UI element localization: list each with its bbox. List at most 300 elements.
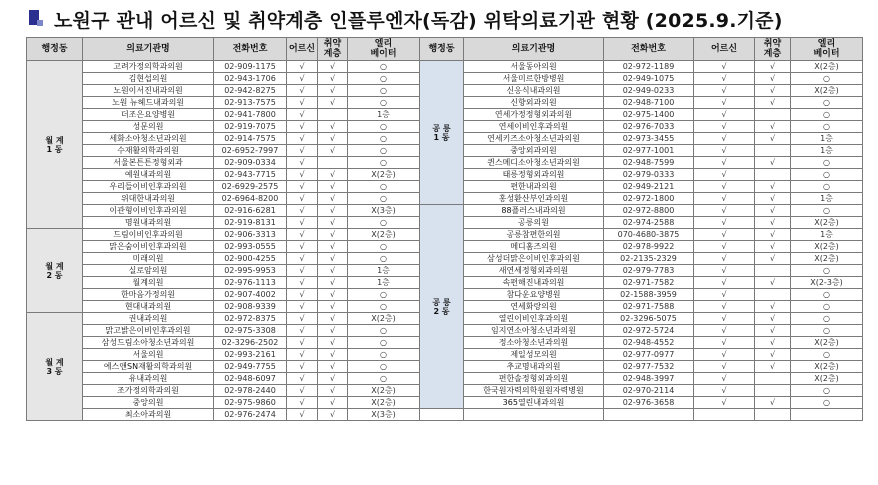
right-cell-senior: √ — [694, 61, 755, 73]
left-cell-phone: 02-916-6281 — [214, 205, 287, 217]
left-cell-vulnerable: √ — [318, 145, 348, 157]
left-cell-name: 월계의원 — [83, 277, 214, 289]
left-cell-elevator: ○ — [348, 73, 420, 85]
left-cell-name: 미래의원 — [83, 253, 214, 265]
right-cell-vulnerable: √ — [755, 181, 791, 193]
header-phone: 전화번호 — [214, 38, 287, 61]
right-cell-vulnerable: √ — [755, 121, 791, 133]
left-cell-phone: 02-6929-2575 — [214, 181, 287, 193]
left-cell-name: 서울의원 — [83, 349, 214, 361]
right-cell-phone: 02-949-0233 — [604, 85, 694, 97]
left-cell-elevator: X(3층) — [348, 409, 420, 421]
right-cell-vulnerable — [755, 373, 791, 385]
left-cell-elevator: X(2층) — [348, 229, 420, 241]
left-cell-senior: √ — [287, 361, 318, 373]
header-district: 행정동 — [27, 38, 83, 61]
right-cell-name: 공릉참편한의원 — [464, 229, 604, 241]
clinic-table — [26, 37, 863, 421]
left-cell-senior: √ — [287, 253, 318, 265]
table-body — [27, 61, 863, 421]
left-cell-phone: 02-976-2474 — [214, 409, 287, 421]
right-cell-phone: 02-971-7588 — [604, 301, 694, 313]
left-cell-vulnerable: √ — [318, 229, 348, 241]
right-cell-vulnerable — [755, 169, 791, 181]
left-district-cell: 월 계 1 동 — [27, 61, 83, 229]
right-cell-elevator: ○ — [791, 205, 863, 217]
left-cell-name: 세화소아청소년과의원 — [83, 133, 214, 145]
left-cell-elevator: ○ — [348, 193, 420, 205]
right-cell-elevator: ○ — [791, 385, 863, 397]
left-cell-phone: 02-919-7075 — [214, 121, 287, 133]
right-cell-phone: 02-979-7783 — [604, 265, 694, 277]
right-district-cell: 공 릉 2 동 — [420, 205, 464, 409]
left-cell-vulnerable: √ — [318, 409, 348, 421]
left-cell-elevator: ○ — [348, 61, 420, 73]
right-cell-name: 서울동아의원 — [464, 61, 604, 73]
left-cell-senior: √ — [287, 397, 318, 409]
right-cell-name: 연세이비인후과의원 — [464, 121, 604, 133]
left-cell-elevator: ○ — [348, 349, 420, 361]
right-cell-name: 88플러스내과의원 — [464, 205, 604, 217]
right-cell-senior: √ — [694, 169, 755, 181]
right-cell-phone: 02-973-3455 — [604, 133, 694, 145]
right-cell-phone: 02-974-2588 — [604, 217, 694, 229]
left-cell-name: 노원 뉴헤드내과의원 — [83, 97, 214, 109]
right-cell-vulnerable: √ — [755, 337, 791, 349]
right-cell-vulnerable: √ — [755, 205, 791, 217]
left-cell-senior: √ — [287, 109, 318, 121]
table-row — [27, 409, 863, 421]
right-cell-elevator: X(2층) — [791, 85, 863, 97]
left-cell-vulnerable: √ — [318, 349, 348, 361]
right-cell-elevator: ○ — [791, 73, 863, 85]
left-cell-senior: √ — [287, 385, 318, 397]
left-cell-elevator: ○ — [348, 361, 420, 373]
right-cell-elevator: X(2층) — [791, 61, 863, 73]
left-cell-phone: 02-941-7800 — [214, 109, 287, 121]
right-cell-vulnerable: √ — [755, 241, 791, 253]
header-phone-right: 전화번호 — [604, 38, 694, 61]
left-cell-elevator: ○ — [348, 85, 420, 97]
left-cell-phone: 02-909-1175 — [214, 61, 287, 73]
right-cell-phone: 02-979-0333 — [604, 169, 694, 181]
right-cell-name: 연세키즈소아청소년과의원 — [464, 133, 604, 145]
left-cell-name: 맑고밝은이비인후과의원 — [83, 325, 214, 337]
left-cell-name: 명원내과의원 — [83, 217, 214, 229]
left-cell-elevator: ○ — [348, 181, 420, 193]
left-cell-name: 조가정의학과의원 — [83, 385, 214, 397]
left-cell-phone: 02-907-4002 — [214, 289, 287, 301]
left-cell-elevator: ○ — [348, 133, 420, 145]
right-cell-vulnerable: √ — [755, 217, 791, 229]
right-cell-elevator: 1층 — [791, 145, 863, 157]
right-cell-phone: 02-948-7599 — [604, 157, 694, 169]
right-cell-phone: 02-948-3997 — [604, 373, 694, 385]
right-cell-senior: √ — [694, 277, 755, 289]
right-cell-vulnerable: √ — [755, 61, 791, 73]
left-cell-vulnerable: √ — [318, 385, 348, 397]
right-cell-elevator: X(2층) — [791, 361, 863, 373]
left-cell-vulnerable: √ — [318, 61, 348, 73]
left-cell-vulnerable: √ — [318, 205, 348, 217]
right-cell-vulnerable — [755, 265, 791, 277]
left-cell-elevator: X(2층) — [348, 385, 420, 397]
right-cell-name: 열린이비인후과의원 — [464, 313, 604, 325]
right-cell-name: 정소아청소년과의원 — [464, 337, 604, 349]
right-cell-vulnerable: √ — [755, 133, 791, 145]
right-cell-name: 임지연소아청소년과의원 — [464, 325, 604, 337]
left-cell-vulnerable: √ — [318, 361, 348, 373]
left-cell-name: 에스앤SN재활의학과의원 — [83, 361, 214, 373]
left-cell-senior: √ — [287, 217, 318, 229]
title-bullet-accent-icon — [37, 20, 43, 26]
left-cell-senior: √ — [287, 313, 318, 325]
left-cell-vulnerable: √ — [318, 253, 348, 265]
left-cell-senior: √ — [287, 409, 318, 421]
left-cell-vulnerable — [318, 157, 348, 169]
left-cell-senior: √ — [287, 349, 318, 361]
left-cell-senior: √ — [287, 301, 318, 313]
right-cell-vulnerable: √ — [755, 253, 791, 265]
header-district-right: 행정동 — [420, 38, 464, 61]
right-cell-phone: 02-949-2121 — [604, 181, 694, 193]
left-cell-elevator: 1층 — [348, 265, 420, 277]
left-cell-phone: 02-975-3308 — [214, 325, 287, 337]
left-cell-name: 서울본튼튼정형외과 — [83, 157, 214, 169]
right-cell-elevator: ○ — [791, 349, 863, 361]
right-cell-phone: 070-4680-3875 — [604, 229, 694, 241]
left-cell-senior: √ — [287, 289, 318, 301]
left-cell-name: 수재활의학과의원 — [83, 145, 214, 157]
page-title: 노원구 관내 어르신 및 취약계층 인플루엔자(독감) 위탁의료기관 현황 (2025.9.기준) — [54, 10, 783, 32]
right-cell-senior: √ — [694, 289, 755, 301]
left-cell-name: 맑은숨이비인후과의원 — [83, 241, 214, 253]
right-cell-vulnerable: √ — [755, 97, 791, 109]
left-cell-phone: 02-914-7575 — [214, 133, 287, 145]
right-cell-phone: 02-970-2114 — [604, 385, 694, 397]
left-cell-vulnerable — [318, 109, 348, 121]
right-empty-cell — [791, 409, 863, 421]
left-cell-phone: 02-978-2440 — [214, 385, 287, 397]
right-cell-name: 한국원자력의학원원자력병원 — [464, 385, 604, 397]
right-cell-phone: 02-948-7100 — [604, 97, 694, 109]
left-cell-name: 김현섭의원 — [83, 73, 214, 85]
right-cell-name: 태릉정형외과의원 — [464, 169, 604, 181]
right-cell-elevator: X(2-3층) — [791, 277, 863, 289]
left-cell-name: 위대한내과의원 — [83, 193, 214, 205]
left-cell-senior: √ — [287, 181, 318, 193]
left-district-cell: 월 계 2 동 — [27, 229, 83, 313]
right-cell-elevator: ○ — [791, 97, 863, 109]
left-cell-phone: 02-993-0555 — [214, 241, 287, 253]
left-district-cell: 월 계 3 동 — [27, 313, 83, 421]
right-cell-elevator: X(2층) — [791, 337, 863, 349]
left-cell-vulnerable: √ — [318, 397, 348, 409]
right-cell-elevator: X(2층) — [791, 373, 863, 385]
right-empty-cell — [604, 409, 694, 421]
right-cell-senior: √ — [694, 145, 755, 157]
left-cell-elevator: X(2층) — [348, 397, 420, 409]
header-clinic-name-right: 의료기관명 — [464, 38, 604, 61]
right-cell-elevator: ○ — [791, 301, 863, 313]
right-cell-vulnerable: √ — [755, 397, 791, 409]
left-cell-elevator: ○ — [348, 253, 420, 265]
right-cell-senior: √ — [694, 193, 755, 205]
left-cell-elevator: ○ — [348, 121, 420, 133]
right-cell-elevator: ○ — [791, 157, 863, 169]
right-cell-vulnerable: √ — [755, 313, 791, 325]
right-cell-name: 편한내과의원 — [464, 181, 604, 193]
left-cell-phone: 02-972-8375 — [214, 313, 287, 325]
right-cell-phone: 02-2135-2329 — [604, 253, 694, 265]
header-row — [27, 38, 863, 61]
left-cell-vulnerable: √ — [318, 241, 348, 253]
right-cell-vulnerable — [755, 385, 791, 397]
right-cell-vulnerable: √ — [755, 229, 791, 241]
right-cell-vulnerable: √ — [755, 85, 791, 97]
left-cell-name: 이관형이비인후과의원 — [83, 205, 214, 217]
right-cell-phone: 02-972-1189 — [604, 61, 694, 73]
right-cell-senior: √ — [694, 73, 755, 85]
right-cell-senior: √ — [694, 313, 755, 325]
header-clinic-name: 의료기관명 — [83, 38, 214, 61]
right-cell-senior: √ — [694, 397, 755, 409]
right-cell-phone: 02-1588-3959 — [604, 289, 694, 301]
left-cell-vulnerable: √ — [318, 289, 348, 301]
right-cell-elevator: X(2층) — [791, 253, 863, 265]
right-empty-cell — [694, 409, 755, 421]
left-cell-name: 한마음가정의원 — [83, 289, 214, 301]
left-cell-phone: 02-948-6097 — [214, 373, 287, 385]
left-cell-phone: 02-908-9339 — [214, 301, 287, 313]
left-cell-elevator: ○ — [348, 157, 420, 169]
left-cell-elevator: ○ — [348, 217, 420, 229]
right-cell-name: 서울미르한방병원 — [464, 73, 604, 85]
right-cell-vulnerable: √ — [755, 325, 791, 337]
left-cell-name: 드림이비인후과의원 — [83, 229, 214, 241]
right-cell-phone: 02-948-4552 — [604, 337, 694, 349]
right-cell-phone: 02-972-1800 — [604, 193, 694, 205]
left-cell-vulnerable: √ — [318, 169, 348, 181]
right-cell-vulnerable: √ — [755, 301, 791, 313]
right-cell-phone: 02-975-1400 — [604, 109, 694, 121]
right-cell-senior: √ — [694, 181, 755, 193]
right-cell-senior: √ — [694, 325, 755, 337]
right-cell-senior: √ — [694, 133, 755, 145]
left-cell-name: 최소아과의원 — [83, 409, 214, 421]
right-cell-name: 삼성더맑은이비인후과의원 — [464, 253, 604, 265]
right-cell-senior: √ — [694, 301, 755, 313]
header-vulnerable-right: 취약 계층 — [755, 38, 791, 61]
left-cell-name: 우리들이비인후과의원 — [83, 181, 214, 193]
left-cell-name: 유내과의원 — [83, 373, 214, 385]
right-cell-senior: √ — [694, 385, 755, 397]
right-cell-name: 참다운요양병원 — [464, 289, 604, 301]
left-cell-senior: √ — [287, 265, 318, 277]
right-cell-elevator: ○ — [791, 313, 863, 325]
left-cell-elevator: ○ — [348, 337, 420, 349]
right-cell-elevator: ○ — [791, 289, 863, 301]
right-cell-phone: 02-978-9922 — [604, 241, 694, 253]
left-cell-elevator: X(3층) — [348, 205, 420, 217]
right-cell-name: 퀸스메디소아청소년과의원 — [464, 157, 604, 169]
right-cell-phone: 02-972-5724 — [604, 325, 694, 337]
left-cell-elevator: ○ — [348, 289, 420, 301]
left-cell-phone: 02-975-9860 — [214, 397, 287, 409]
right-cell-phone: 02-977-0977 — [604, 349, 694, 361]
left-cell-vulnerable: √ — [318, 301, 348, 313]
right-cell-vulnerable: √ — [755, 157, 791, 169]
right-cell-elevator: ○ — [791, 121, 863, 133]
left-cell-vulnerable: √ — [318, 373, 348, 385]
title-row — [0, 0, 878, 34]
left-cell-senior: √ — [287, 277, 318, 289]
right-cell-elevator: ○ — [791, 181, 863, 193]
left-cell-name: 권내과의원 — [83, 313, 214, 325]
left-cell-senior: √ — [287, 145, 318, 157]
left-cell-senior: √ — [287, 229, 318, 241]
left-cell-senior: √ — [287, 169, 318, 181]
left-cell-phone: 02-919-8131 — [214, 217, 287, 229]
left-cell-elevator: 1층 — [348, 109, 420, 121]
right-empty-cell — [464, 409, 604, 421]
left-cell-name: 더조은요양병원 — [83, 109, 214, 121]
left-cell-senior: √ — [287, 337, 318, 349]
right-cell-phone: 02-3296-5075 — [604, 313, 694, 325]
right-cell-phone: 02-977-7532 — [604, 361, 694, 373]
right-cell-senior: √ — [694, 361, 755, 373]
left-cell-elevator: 1층 — [348, 277, 420, 289]
right-cell-elevator: 1층 — [791, 133, 863, 145]
left-cell-vulnerable: √ — [318, 313, 348, 325]
left-cell-senior: √ — [287, 133, 318, 145]
right-cell-phone: 02-972-8800 — [604, 205, 694, 217]
right-cell-senior: √ — [694, 337, 755, 349]
left-cell-vulnerable: √ — [318, 73, 348, 85]
left-cell-senior: √ — [287, 373, 318, 385]
right-cell-elevator: ○ — [791, 109, 863, 121]
right-cell-senior: √ — [694, 109, 755, 121]
left-cell-phone: 02-943-7715 — [214, 169, 287, 181]
table-row — [27, 205, 863, 217]
right-cell-elevator: 1층 — [791, 193, 863, 205]
right-cell-vulnerable: √ — [755, 73, 791, 85]
right-cell-elevator: X(2층) — [791, 241, 863, 253]
left-cell-senior: √ — [287, 97, 318, 109]
left-cell-name: 중앙의원 — [83, 397, 214, 409]
right-cell-vulnerable — [755, 289, 791, 301]
right-cell-phone: 02-949-1075 — [604, 73, 694, 85]
right-cell-vulnerable: √ — [755, 277, 791, 289]
right-cell-phone: 02-976-7033 — [604, 121, 694, 133]
left-cell-name: 노원이서진내과의원 — [83, 85, 214, 97]
right-cell-senior: √ — [694, 97, 755, 109]
left-cell-senior: √ — [287, 61, 318, 73]
left-cell-elevator: ○ — [348, 373, 420, 385]
left-cell-name: 현대내과의원 — [83, 301, 214, 313]
left-cell-elevator: X(2층) — [348, 313, 420, 325]
left-cell-senior: √ — [287, 73, 318, 85]
right-cell-elevator: ○ — [791, 397, 863, 409]
right-cell-phone: 02-976-3658 — [604, 397, 694, 409]
left-cell-vulnerable: √ — [318, 277, 348, 289]
header-vulnerable: 취약 계층 — [318, 38, 348, 61]
left-cell-phone: 02-942-8275 — [214, 85, 287, 97]
table-row — [27, 61, 863, 73]
right-cell-vulnerable — [755, 109, 791, 121]
header-elevator: 엘리 베이터 — [348, 38, 420, 61]
left-cell-vulnerable: √ — [318, 97, 348, 109]
left-cell-phone: 02-6952-7997 — [214, 145, 287, 157]
left-cell-elevator: X(2층) — [348, 169, 420, 181]
right-cell-vulnerable: √ — [755, 349, 791, 361]
right-cell-name: 연세가정정형외과의원 — [464, 109, 604, 121]
left-cell-name: 삼성드림소아청소년과의원 — [83, 337, 214, 349]
left-cell-senior: √ — [287, 157, 318, 169]
right-cell-name: 신향외과의원 — [464, 97, 604, 109]
left-cell-phone: 02-6964-8200 — [214, 193, 287, 205]
right-cell-name: 공릉의원 — [464, 217, 604, 229]
right-cell-name: 편한솔정형외과의원 — [464, 373, 604, 385]
right-cell-elevator: X(2층) — [791, 217, 863, 229]
left-cell-vulnerable: √ — [318, 325, 348, 337]
left-cell-name: 고려가정의학과의원 — [83, 61, 214, 73]
left-cell-vulnerable: √ — [318, 181, 348, 193]
left-cell-phone: 02-900-4255 — [214, 253, 287, 265]
left-cell-senior: √ — [287, 325, 318, 337]
right-cell-phone: 02-977-1001 — [604, 145, 694, 157]
left-cell-vulnerable: √ — [318, 85, 348, 97]
right-cell-senior: √ — [694, 121, 755, 133]
right-cell-name: 속편해진내과의원 — [464, 277, 604, 289]
right-cell-senior: √ — [694, 157, 755, 169]
left-cell-senior: √ — [287, 205, 318, 217]
left-cell-elevator: ○ — [348, 145, 420, 157]
right-cell-senior: √ — [694, 253, 755, 265]
left-cell-vulnerable: √ — [318, 133, 348, 145]
left-cell-name: 실로암의원 — [83, 265, 214, 277]
right-cell-name: 중앙외과의원 — [464, 145, 604, 157]
left-cell-phone: 02-993-2161 — [214, 349, 287, 361]
left-cell-name: 예원내과의원 — [83, 169, 214, 181]
left-cell-senior: √ — [287, 85, 318, 97]
left-cell-phone: 02-913-7575 — [214, 97, 287, 109]
left-cell-phone: 02-943-1706 — [214, 73, 287, 85]
right-cell-name: 추교명내과의원 — [464, 361, 604, 373]
right-empty-cell — [755, 409, 791, 421]
right-cell-name: 신응식내과의원 — [464, 85, 604, 97]
right-cell-name: 365열린내과의원 — [464, 397, 604, 409]
right-cell-senior: √ — [694, 241, 755, 253]
left-cell-senior: √ — [287, 193, 318, 205]
right-empty-cell — [420, 409, 464, 421]
right-cell-name: 메디홈즈의원 — [464, 241, 604, 253]
right-cell-elevator: ○ — [791, 325, 863, 337]
left-cell-elevator: ○ — [348, 301, 420, 313]
left-cell-vulnerable: √ — [318, 193, 348, 205]
left-cell-elevator: ○ — [348, 97, 420, 109]
right-cell-elevator: ○ — [791, 265, 863, 277]
left-cell-phone: 02-949-7755 — [214, 361, 287, 373]
left-cell-senior: √ — [287, 241, 318, 253]
right-cell-elevator: 1층 — [791, 229, 863, 241]
right-cell-senior: √ — [694, 217, 755, 229]
left-cell-vulnerable: √ — [318, 265, 348, 277]
right-cell-senior: √ — [694, 373, 755, 385]
left-cell-vulnerable: √ — [318, 217, 348, 229]
left-cell-name: 성문의원 — [83, 121, 214, 133]
left-cell-vulnerable: √ — [318, 121, 348, 133]
